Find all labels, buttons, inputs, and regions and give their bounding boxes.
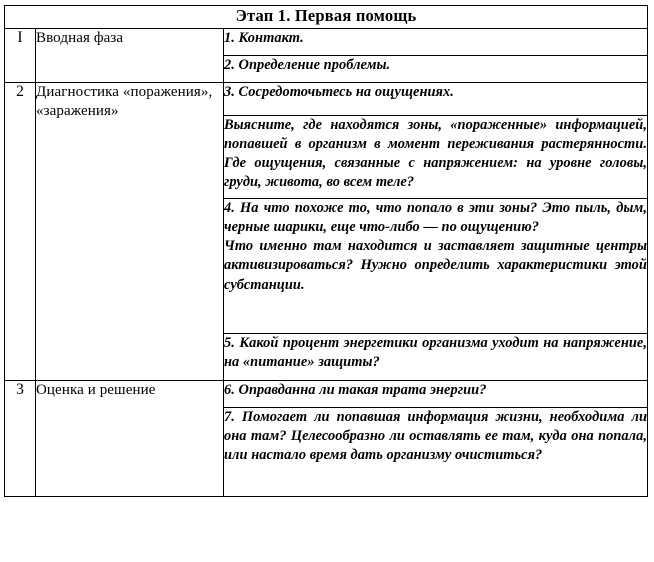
- step-cell: [224, 334, 648, 381]
- table-row: [5, 83, 648, 116]
- step-cell: 1. Контакт.: [224, 29, 648, 56]
- step-paragraph: Что именно там находится и заставляет защитные центры активизироваться? Нужно определить характеристики этой субстанции.: [224, 238, 647, 293]
- table-row: [5, 29, 648, 56]
- phase-name: Диагностика «поражения», «заражения»: [36, 83, 224, 381]
- step-paragraph: 7. Помогает ли попавшая информация жизни, необходима ли она там? Целесообразно ли оставлять ее там, куда она попала, или настало время дать организму очиститься?: [224, 409, 647, 464]
- table-row: [5, 381, 648, 408]
- first-aid-stage-table: [4, 5, 648, 497]
- step-cell: [224, 408, 648, 497]
- step-paragraph: 5. Какой процент энергетики организма уходит на напряжение, на «питание» защиты?: [224, 335, 647, 371]
- step-paragraph: 4. На что похоже то, что попало в эти зоны? Это пыль, дым, черные шарики, еще что-либо — по ощущению?: [224, 200, 647, 236]
- phase-name: Вводная фаза: [36, 29, 224, 83]
- row-number: 2: [5, 83, 36, 381]
- table-header-row: [5, 6, 648, 29]
- step-paragraph: Выясните, где находятся зоны, «пораженные» информацией, попавшей в организм в момент переживания растерянности. Где ощущения, связанные с напряжением: на уровне головы, груди, живота, во всем теле?: [224, 117, 647, 191]
- step-cell: 6. Оправданна ли такая трата энергии?: [224, 381, 648, 408]
- step-cell: 2. Определение проблемы.: [224, 56, 648, 83]
- row-number: I: [5, 29, 36, 83]
- step-cell: [224, 199, 648, 334]
- step-cell: 3. Сосредоточьтесь на ощущениях.: [224, 83, 648, 116]
- table-title-cell: Этап 1. Первая помощь: [5, 6, 648, 29]
- phase-name: Оценка и решение: [36, 381, 224, 497]
- step-cell: [224, 116, 648, 199]
- row-number: 3: [5, 381, 36, 497]
